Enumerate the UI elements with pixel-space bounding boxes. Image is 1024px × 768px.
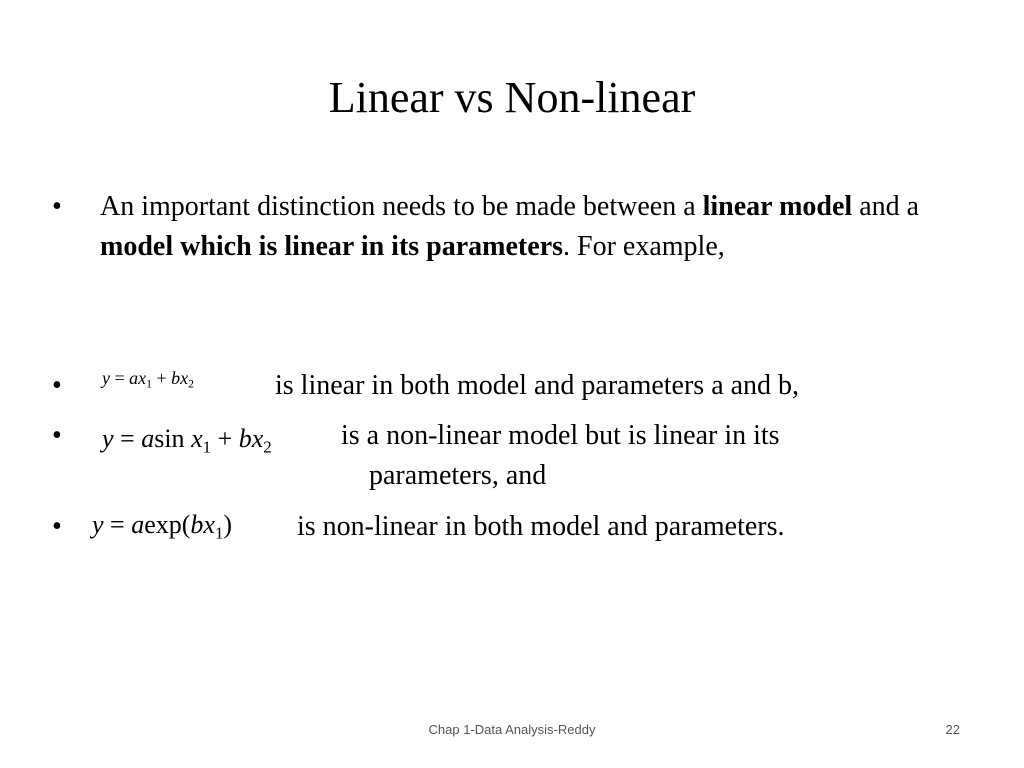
equation-exp: $y = aexp(bx_1)$ bbox=[92, 510, 233, 543]
bullet-2: • bbox=[52, 370, 62, 401]
equation-sin: y = asin $x_1 + bx_2$ bbox=[102, 424, 272, 457]
intro-text-1: An important distinction needs to be made between a bbox=[100, 191, 703, 222]
bullet-4: • bbox=[52, 511, 62, 542]
intro-bold-linear-in-parameters: model which is linear in its parameters bbox=[100, 231, 564, 262]
intro-text-3: . For example, bbox=[563, 231, 725, 262]
slide-title: Linear vs Non-linear bbox=[328, 73, 696, 122]
intro-text-2: and a bbox=[852, 191, 920, 222]
example-3-text: is non-linear in both model and parameters. bbox=[297, 511, 785, 542]
bullet-3: • bbox=[52, 420, 62, 451]
bullet-1: • bbox=[52, 191, 62, 222]
equation-linear: $y = ax_1 + bx_2$ bbox=[102, 368, 194, 391]
example-1-text: is linear in both model and parameters a and b, bbox=[275, 370, 800, 401]
page-number: 22 bbox=[945, 722, 960, 737]
footer-text: Chap 1-Data Analysis-Reddy bbox=[428, 722, 596, 737]
example-2-text-line1: is a non-linear model but is linear in its bbox=[341, 420, 780, 451]
intro-paragraph bbox=[100, 187, 930, 267]
example-2-text-line2: parameters, and bbox=[369, 460, 547, 491]
intro-bold-linear-model: linear model bbox=[702, 191, 853, 222]
